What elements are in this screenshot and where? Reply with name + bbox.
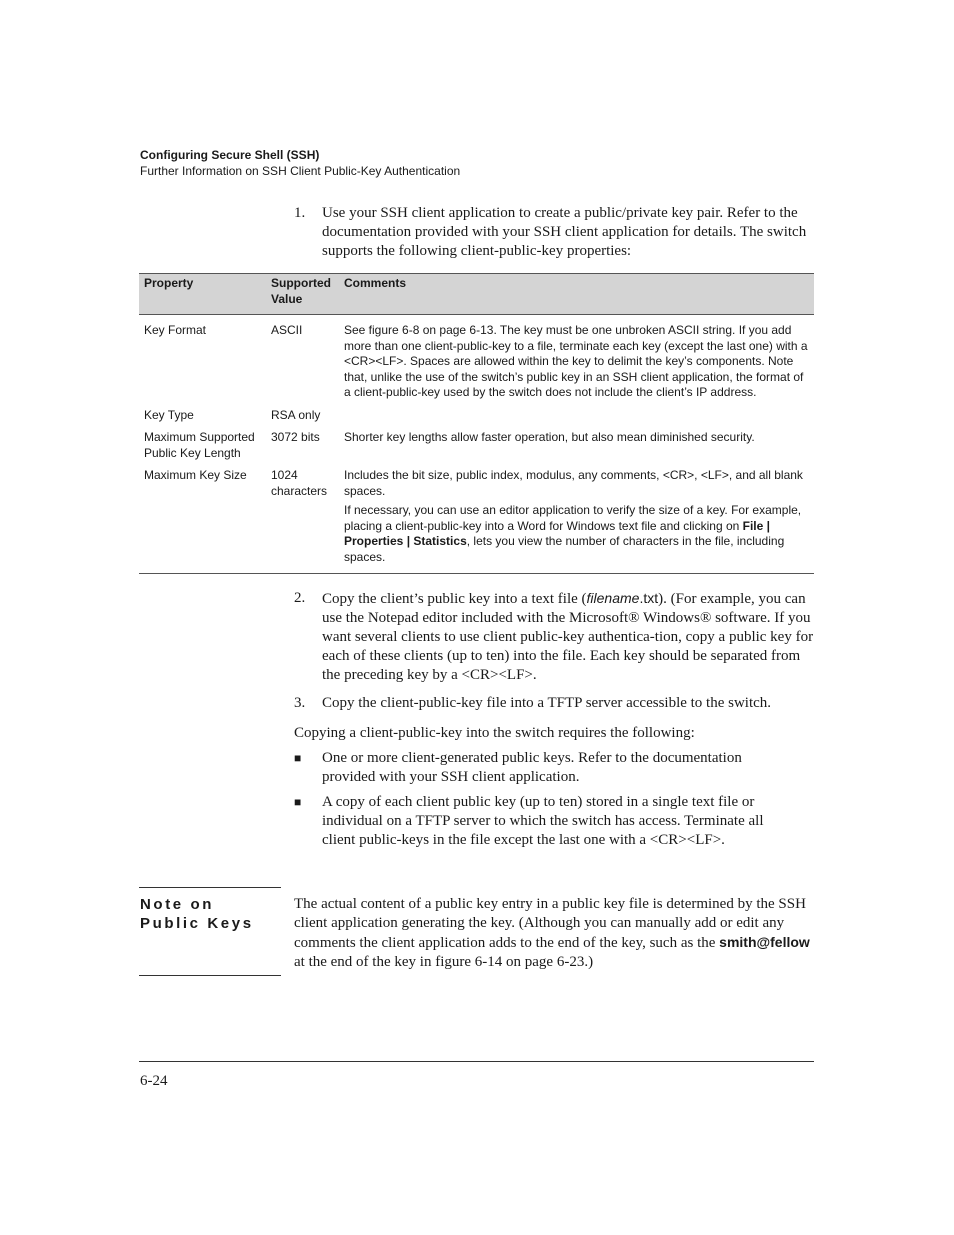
table-row [139, 315, 814, 408]
cell-comment: Shorter key lengths allow faster operation, but also mean diminished security. [344, 430, 755, 444]
column-header-comments: Comments [339, 274, 814, 315]
note-body: The actual content of a public key entry in a public key file is determined by the SSH client application generating the key. (Although you can manually add or edit any comments the client application adds to the end of the key, such as the smith@fellow at the end of the key in figure 6-14 on page 6-23.) [294, 896, 810, 970]
cell-comment: See figure 6-8 on page 6-13. The key must be one unbroken ASCII string. If you add more than one client-public-key to a file, terminate each key (except the last one) with a <CR><LF>. Spaces are allowed within the key to delimit the key’s components. Note that, unlike the use of the switch’s public key in an SSH client application, the format of a client-public-key used by the switch does not include the client’s IP address. [344, 323, 808, 399]
step-number: 2. [294, 590, 306, 606]
step-text: Copy the client’s public key into a text file (filename.txt). (For example, you can use the Notepad editor included with the Microsoft® Windows® software. If you want several clients to use client public-key authentica-tion, copy a public key for each of these clients (up to ten) into the file. Each key should be separated from the preceding key by a <CR><LF>. [322, 590, 814, 683]
step-3 [294, 694, 814, 713]
list-item [294, 793, 814, 850]
comment-paragraph: Includes the bit size, public index, modulus, any comments, <CR>, <LF>, and all blank spaces. [344, 468, 803, 498]
cell-property: Key Format [144, 323, 207, 337]
table-header-row [139, 274, 814, 315]
column-header-supported-value: Supported Value [266, 274, 339, 315]
requirements [294, 724, 814, 850]
step-number: 3. [294, 695, 306, 711]
note-label: Note on Public Keys [140, 896, 254, 932]
cell-value: RSA only [271, 407, 321, 422]
cell-value: ASCII [271, 323, 303, 337]
cell-property: Key Type [144, 407, 194, 422]
note-top-rule [139, 887, 281, 888]
column-header-property: Property [139, 274, 266, 315]
cell-property: Maximum Supported Public Key Length [144, 430, 255, 460]
cell-comment [339, 468, 814, 574]
step-2 [294, 589, 814, 685]
page-number: 6-24 [140, 1073, 168, 1089]
menu-path: File | Properties | Statistics [344, 518, 771, 548]
cell-comment [339, 408, 814, 431]
filename-placeholder: filename [586, 590, 640, 606]
step-1 [294, 204, 814, 261]
running-header-title: Configuring Secure Shell (SSH) [140, 148, 320, 162]
table-row [139, 430, 814, 468]
footer-rule [139, 1061, 814, 1062]
cell-property: Maximum Key Size [139, 468, 266, 574]
requirements-intro: Copying a client-public-key into the switch requires the following: [294, 725, 695, 741]
list-item-text: One or more client-generated public keys. Refer to the documentation provided with your SSH client application. [322, 750, 742, 785]
step-text: Copy the client-public-key file into a TFTP server accessible to the switch. [322, 695, 772, 711]
step-text: Use your SSH client application to create a public/private key pair. Refer to the documentation provided with your SSH client application for details. The switch supports the following client-public-key properties: [322, 205, 807, 259]
bullet-square: ■ [294, 751, 302, 765]
steps-2-3 [294, 589, 814, 713]
table-row [139, 408, 814, 431]
cell-value: 3072 bits [271, 430, 320, 444]
cell-value: 1024 characters [266, 468, 339, 574]
client-public-key-properties-table [139, 273, 814, 574]
list-item-text: A copy of each client public key (up to ten) stored in a single text file or individual on a TFTP server to which the switch has access. Terminate all client public-keys in the file except the last one with a <CR><LF>. [322, 794, 764, 848]
example-key-comment: smith@fellow [719, 934, 810, 950]
table-row [139, 468, 814, 574]
comment-paragraph: If necessary, you can use an editor application to verify the size of a key. For example, placing a client-public-key into a Word for Windows text file and clicking on File | Properties | Statistics, lets you view the number of characters in the file, including spaces. [344, 503, 802, 564]
list-item [294, 749, 814, 787]
running-header-subtitle: Further Information on SSH Client Public-Key Authentication [140, 164, 461, 178]
step-number: 1. [294, 205, 306, 221]
bullet-square: ■ [294, 795, 302, 809]
note-bottom-rule [139, 975, 281, 976]
